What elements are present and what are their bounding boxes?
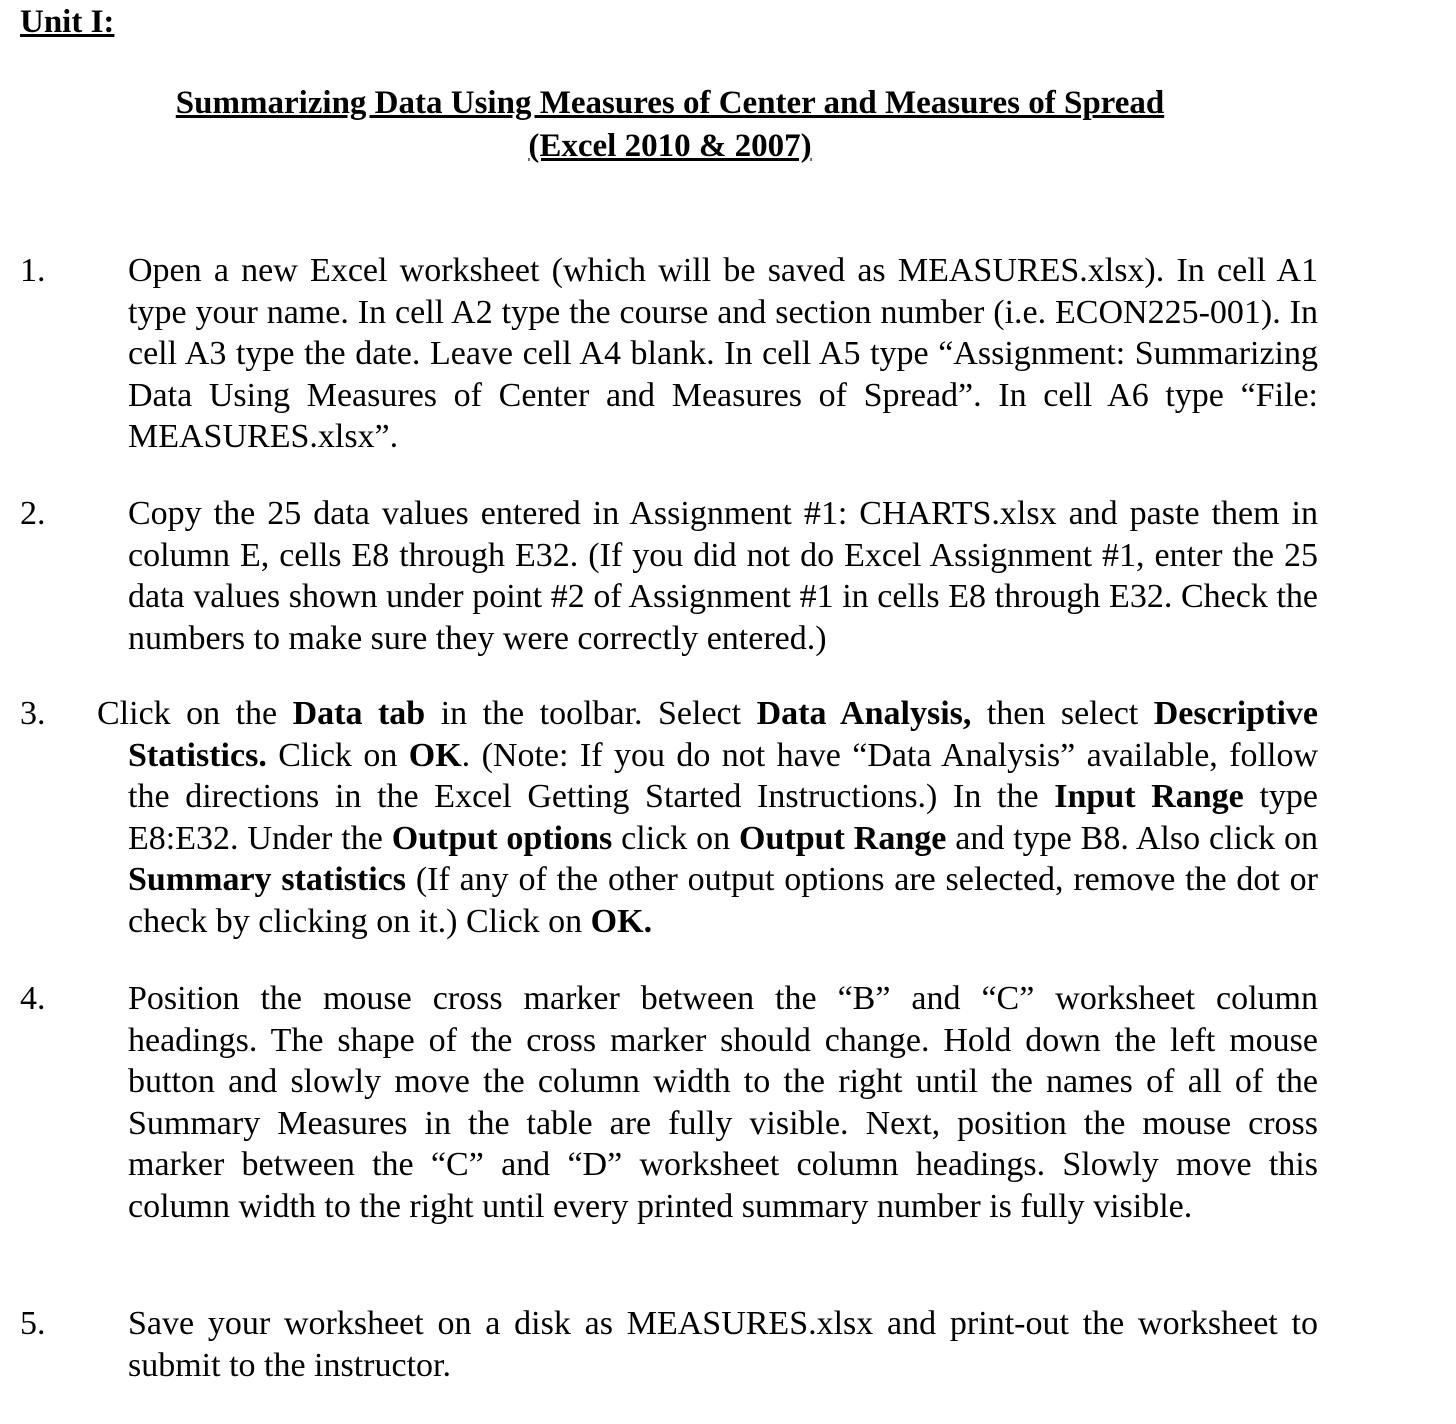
title-line-2: (Excel 2010 & 2007) [528,128,812,164]
step-number: 2. [20,495,46,532]
text-segment: in the toolbar. Select [425,695,757,732]
unit-label: Unit I: [20,4,115,40]
text-segment: type E8:E32. Under the [128,778,1318,857]
text-segment: and type B8. Also click on [946,819,1318,857]
step-text [97,693,1319,942]
descriptive-statistics-term: Descriptive Statistics. [128,695,1319,774]
ok-term: OK [408,736,462,774]
step-number: 1. [20,252,46,289]
document-title [0,82,1340,168]
text-segment: then select [971,695,1154,732]
input-range-term: Input Range [1054,778,1244,815]
step-text: Open a new Excel worksheet (which will be saved as MEASURES.xlsx). In cell A1 type your name. In cell A2 type the course and section number (i.e. ECON225-001). In cell A3 type the date. Leave cell A4 blank. In cell A5 type “Assignment: Summarizing Data Using Measures of Center and Measures of Spread”. In cell A6 type “File: MEASURES.xlsx”. [128,252,1318,455]
step-number: 5. [20,1305,46,1342]
ok-term-final: OK. [590,902,653,940]
summary-statistics-term: Summary statistics [128,861,407,898]
text-segment: Click on [266,736,409,774]
output-options-term: Output options [391,819,613,857]
text-segment: (If any of the other output options are selected, remove the dot or check by clicking on it.) Click on [128,861,1319,940]
step-text: Position the mouse cross marker between the “B” and “C” worksheet column headings. The shape of the cross marker should change. Hold down the left mouse button and slowly move the column width to the right until the names of all of the Summary Measures in the table are fully visible. Next, position the mouse cross marker between the “C” and “D” worksheet column headings. Slowly move this column width to the right until every printed summary number is fully visible. [128,980,1318,1225]
data-tab-term: Data tab [292,695,426,732]
text-segment: Click on the [97,695,293,732]
text-segment: . (Note: If you do not have “Data Analysis” available, follow the directions in the Excel Getting Started Instructions.) In the [128,736,1318,815]
step-text: Copy the 25 data values entered in Assignment #1: CHARTS.xlsx and paste them in column E, cells E8 through E32. (If you did not do Excel Assignment #1, enter the 25 data values shown under point #2 of Assignment #1 in cells E8 through E32. Check the numbers to make sure they were correctly entered.) [128,495,1318,657]
text-segment: click on [612,819,740,857]
output-range-term: Output Range [739,819,947,857]
data-analysis-term: Data Analysis, [756,695,972,732]
step-number: 3. [20,695,46,732]
step-text: Save your worksheet on a disk as MEASURES.xlsx and print-out the worksheet to submit to the instructor. [128,1305,1318,1384]
step-number: 4. [20,980,46,1017]
title-line-1: Summarizing Data Using Measures of Center and Measures of Spread [175,85,1165,121]
